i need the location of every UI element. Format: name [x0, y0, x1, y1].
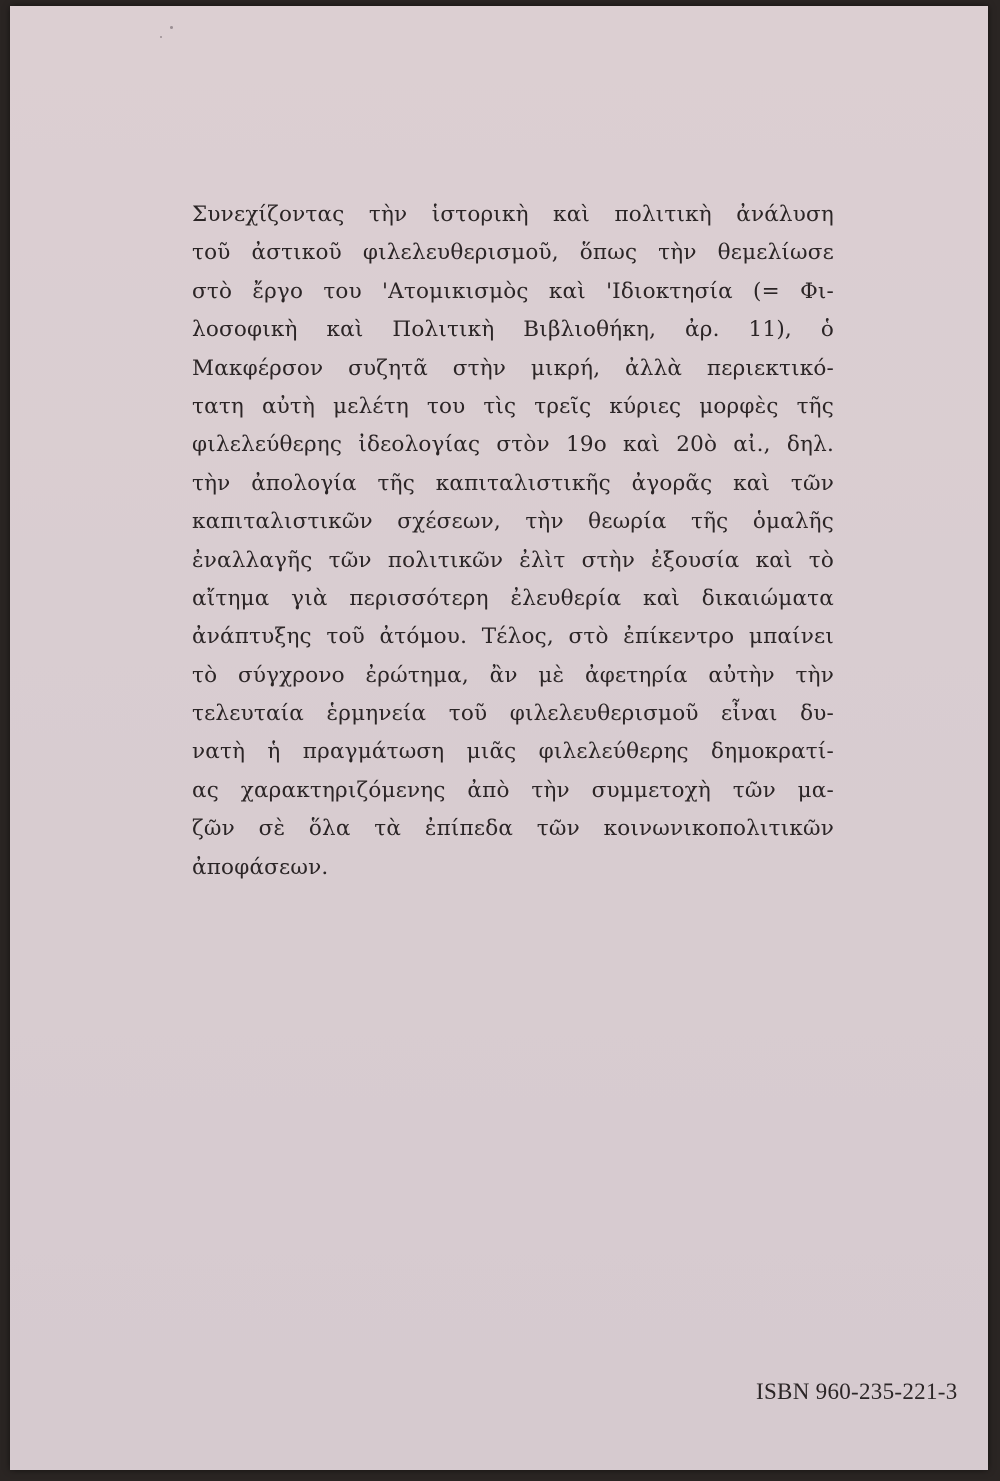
blurb-line: αἴτημα γιὰ περισσότερη ἐλευθερία καὶ δικαιώματα [192, 585, 834, 611]
blurb-line: τελευταία ἑρμηνεία τοῦ φιλελευθερισμοῦ εἶναι δυ- [192, 701, 834, 727]
paper-speck [160, 36, 162, 38]
blurb-line: νατὴ ἡ πραγμάτωση μιᾶς φιλελεύθερης δημοκρατί- [192, 739, 834, 765]
blurb-line: τὸ σύγχρονο ἐρώτημα, ἂν μὲ ἀφετηρία αὐτὴν τὴν [192, 662, 834, 688]
blurb-text [192, 196, 834, 887]
blurb-line: τατη αὐτὴ μελέτη του τὶς τρεῖς κύριες μορφὲς τῆς [192, 393, 834, 419]
blurb-line: Συνεχίζοντας τὴν ἱστορικὴ καὶ πολιτικὴ ἀνάλυση [192, 202, 834, 227]
paper-speck [170, 26, 173, 29]
blurb-line: ἀνάπτυξης τοῦ ἀτόμου. Τέλος, στὸ ἐπίκεντρο μπαίνει [192, 624, 834, 650]
blurb-line: τὴν ἀπολογία τῆς καπιταλιστικῆς ἀγορᾶς καὶ τῶν [192, 470, 834, 496]
blurb-line: ἐναλλαγῆς τῶν πολιτικῶν ἐλὶτ στὴν ἐξουσία καὶ τὸ [192, 547, 834, 573]
blurb-line: φιλελεύθερης ἰδεολογίας στὸν 19ο καὶ 20ὸ αἰ., δηλ. [192, 432, 834, 458]
blurb-line: ας χαρακτηριζόμενης ἀπὸ τὴν συμμετοχὴ τῶν μα- [192, 777, 834, 803]
blurb-line: ἀποφάσεων. [192, 854, 329, 880]
blurb-line: τοῦ ἀστικοῦ φιλελευθερισμοῦ, ὅπως τὴν θεμελίωσε [192, 240, 834, 266]
blurb-line: στὸ ἔργο του 'Ατομικισμὸς καὶ 'Ιδιοκτησία (= Φι- [192, 278, 834, 304]
blurb-line: Μακφέρσον συζητᾶ στὴν μικρή, ἀλλὰ περιεκτικό- [192, 355, 834, 381]
blurb-line: καπιταλιστικῶν σχέσεων, τὴν θεωρία τῆς ὁμαλῆς [192, 509, 834, 535]
isbn-label: ISBN 960-235-221-3 [756, 1379, 958, 1404]
blurb-line: ζῶν σὲ ὅλα τὰ ἐπίπεδα τῶν κοινωνικοπολιτικῶν [192, 816, 834, 842]
blurb-line: λοσοφικὴ καὶ Πολιτικὴ Βιβλιοθήκη, ἀρ. 11), ὁ [192, 317, 834, 343]
back-cover [10, 6, 988, 1470]
